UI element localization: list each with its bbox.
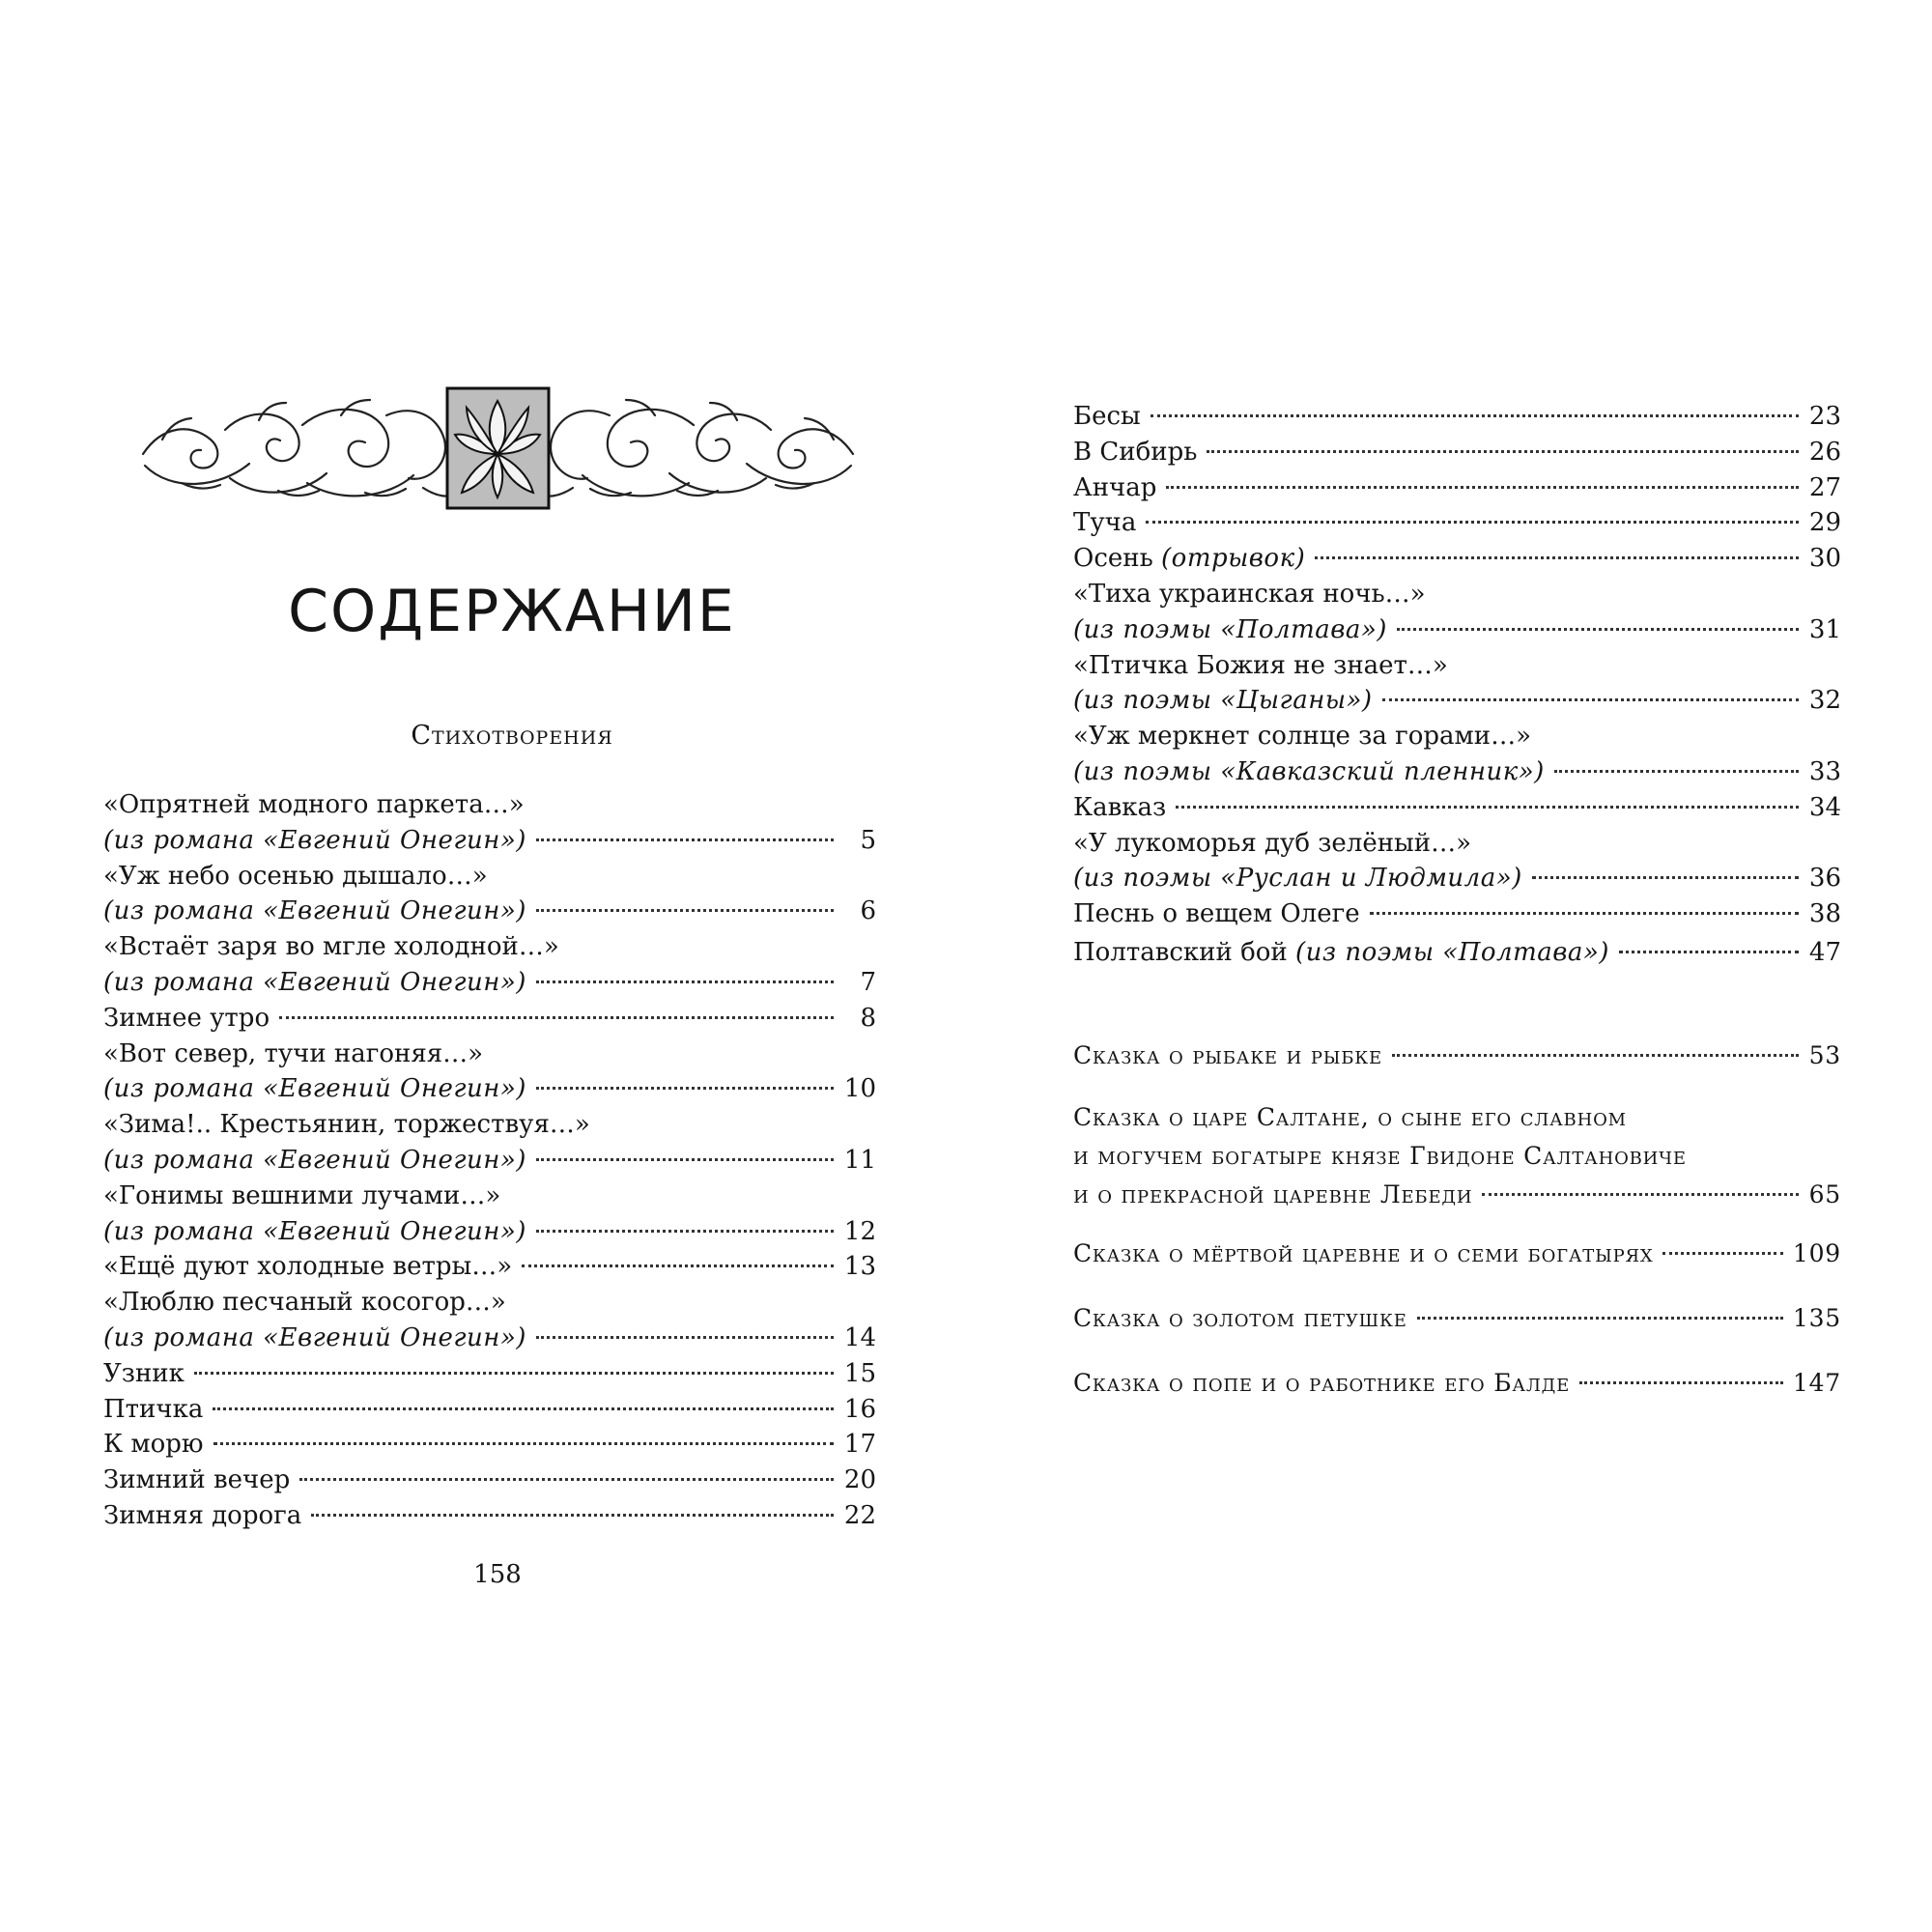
- toc-entry-title: «Уж меркнет солнце за горами…»: [1073, 722, 1532, 752]
- toc-entry-line[interactable]: (из романа «Евгений Онегин») 11: [103, 1143, 876, 1179]
- toc-page-number: 22: [843, 1500, 876, 1530]
- toc-page-number: 147: [1792, 1369, 1841, 1397]
- toc-list-left: [103, 787, 876, 1534]
- toc-tale-line: Сказка о царе Салтане, о сыне его славном: [1073, 1103, 1627, 1131]
- toc-tale-entry[interactable]: Сказка о царе Салтане, о сыне его славном и могучем богатыре князе Гвидоне Салтановиче и о прекрасной царевне Лебеди 65: [1073, 1098, 1841, 1214]
- right-page: [966, 0, 1932, 1932]
- toc-entry-title: «Вот север, тучи нагоняя…»: [103, 1038, 484, 1068]
- toc-entry-title: «У лукоморья дуб зелёный…»: [1073, 828, 1471, 858]
- toc-tale-line: и могучем богатыре князе Гвидоне Салтановиче: [1073, 1142, 1687, 1170]
- toc-page-number: 53: [1808, 1041, 1841, 1069]
- toc-entry-title: «Тиха украинская ночь…»: [1073, 579, 1426, 609]
- toc-page-number: 38: [1808, 899, 1841, 929]
- toc-page-number: 16: [843, 1394, 876, 1424]
- toc-entry-title: «Уж небо осенью дышало…»: [103, 861, 488, 891]
- toc-tale-entry[interactable]: Сказка о золотом петушке 135: [1073, 1299, 1841, 1338]
- toc-tale-entry[interactable]: Сказка о рыбаке и рыбке 53: [1073, 1037, 1841, 1075]
- toc-entry-line[interactable]: (из романа «Евгений Онегин») 14: [103, 1321, 876, 1356]
- toc-page-number: 15: [843, 1358, 876, 1388]
- toc-entry-title: «Опрятней модного паркета…»: [103, 790, 525, 819]
- toc-entry-line[interactable]: Полтавский бой (из поэмы «Полтава») 47: [1073, 932, 1841, 973]
- toc-page-number: 26: [1808, 437, 1841, 467]
- toc-entry-line[interactable]: (из поэмы «Полтава») 31: [1073, 612, 1841, 648]
- toc-page-number: 47: [1808, 937, 1841, 967]
- toc-list-right: [1073, 399, 1841, 1397]
- toc-entry-line[interactable]: Осень (отрывок) 30: [1073, 541, 1841, 577]
- toc-page-number: 14: [843, 1322, 876, 1352]
- toc-entry-line[interactable]: (из романа «Евгений Онегин») 12: [103, 1214, 876, 1250]
- toc-entry-title: «Птичка Божия не знает…»: [1073, 650, 1448, 680]
- toc-entry-line[interactable]: Зимнее утро 8: [103, 1001, 876, 1037]
- toc-entry-title: «Люблю песчаный косогор…»: [103, 1288, 506, 1318]
- toc-entry-line[interactable]: Узник 15: [103, 1356, 876, 1392]
- toc-entry-line[interactable]: (из романа «Евгений Онегин») 5: [103, 823, 876, 859]
- toc-entry-line[interactable]: «Ещё дуют холодные ветры…» 13: [103, 1249, 876, 1285]
- toc-entry-title: «Встаёт заря во мгле холодной…»: [103, 932, 559, 962]
- section-heading-poems: Стихотворения: [411, 721, 613, 751]
- toc-title: СОДЕРЖАНИЕ: [288, 578, 736, 645]
- toc-page-number: 5: [860, 825, 876, 855]
- toc-entry-line[interactable]: Песнь о вещем Олеге 38: [1073, 896, 1841, 932]
- toc-page-number: 33: [1808, 756, 1841, 786]
- toc-entry-line[interactable]: (из поэмы «Руслан и Людмила») 36: [1073, 861, 1841, 896]
- toc-page-number: 36: [1808, 864, 1841, 894]
- toc-tale-entry[interactable]: Сказка о мёртвой царевне и о семи богатырях 109: [1073, 1235, 1841, 1273]
- toc-page-number: 17: [843, 1430, 876, 1460]
- toc-entry-line[interactable]: Кавказ 34: [1073, 790, 1841, 826]
- toc-page-number: 8: [860, 1003, 876, 1033]
- toc-page-number: 135: [1792, 1304, 1841, 1332]
- toc-page-number: 34: [1808, 792, 1841, 822]
- toc-entry-line[interactable]: Туча 29: [1073, 505, 1841, 541]
- toc-entry-line[interactable]: (из романа «Евгений Онегин») 6: [103, 894, 876, 929]
- toc-entry-line[interactable]: Анчар 27: [1073, 470, 1841, 506]
- toc-page-number: 10: [843, 1074, 876, 1104]
- toc-page-number: 20: [843, 1465, 876, 1495]
- toc-entry-line[interactable]: Зимний вечер 20: [103, 1463, 876, 1498]
- toc-entry-title: «Гонимы вешними лучами…»: [103, 1180, 501, 1210]
- toc-entry-line[interactable]: В Сибирь 26: [1073, 435, 1841, 470]
- toc-page-number: 27: [1808, 472, 1841, 502]
- toc-page-number: 13: [843, 1252, 876, 1282]
- toc-page-number: 11: [843, 1145, 876, 1175]
- toc-entry-line[interactable]: (из поэмы «Кавказский пленник») 33: [1073, 754, 1841, 790]
- toc-page-number: 65: [1808, 1180, 1841, 1208]
- toc-entry-line[interactable]: К морю 17: [103, 1427, 876, 1463]
- toc-page-number: 32: [1808, 686, 1841, 716]
- toc-entry-line[interactable]: Зимняя дорога 22: [103, 1498, 876, 1534]
- toc-entry-title: «Зима!.. Крестьянин, торжествуя…»: [103, 1110, 590, 1140]
- toc-tale-entry[interactable]: Сказка о попе и о работнике его Балде 147: [1073, 1364, 1841, 1403]
- toc-entry-line[interactable]: (из романа «Евгений Онегин») 10: [103, 1071, 876, 1107]
- toc-entry-line[interactable]: Птичка 16: [103, 1392, 876, 1428]
- toc-page-number: 6: [860, 896, 876, 926]
- toc-page-number: 109: [1792, 1239, 1841, 1267]
- floral-ornament-headpiece: [133, 386, 863, 512]
- toc-entry-line[interactable]: (из романа «Евгений Онегин») 7: [103, 965, 876, 1001]
- toc-page-number: 23: [1808, 402, 1841, 431]
- toc-page-number: 12: [843, 1216, 876, 1246]
- page-number: 158: [473, 1560, 522, 1589]
- toc-entry-line[interactable]: Бесы 23: [1073, 399, 1841, 435]
- toc-page-number: 31: [1808, 614, 1841, 644]
- toc-page-number: 30: [1808, 544, 1841, 574]
- toc-page-number: 7: [860, 967, 876, 997]
- toc-page-number: 29: [1808, 508, 1841, 538]
- toc-entry-line[interactable]: (из поэмы «Цыганы») 32: [1073, 683, 1841, 719]
